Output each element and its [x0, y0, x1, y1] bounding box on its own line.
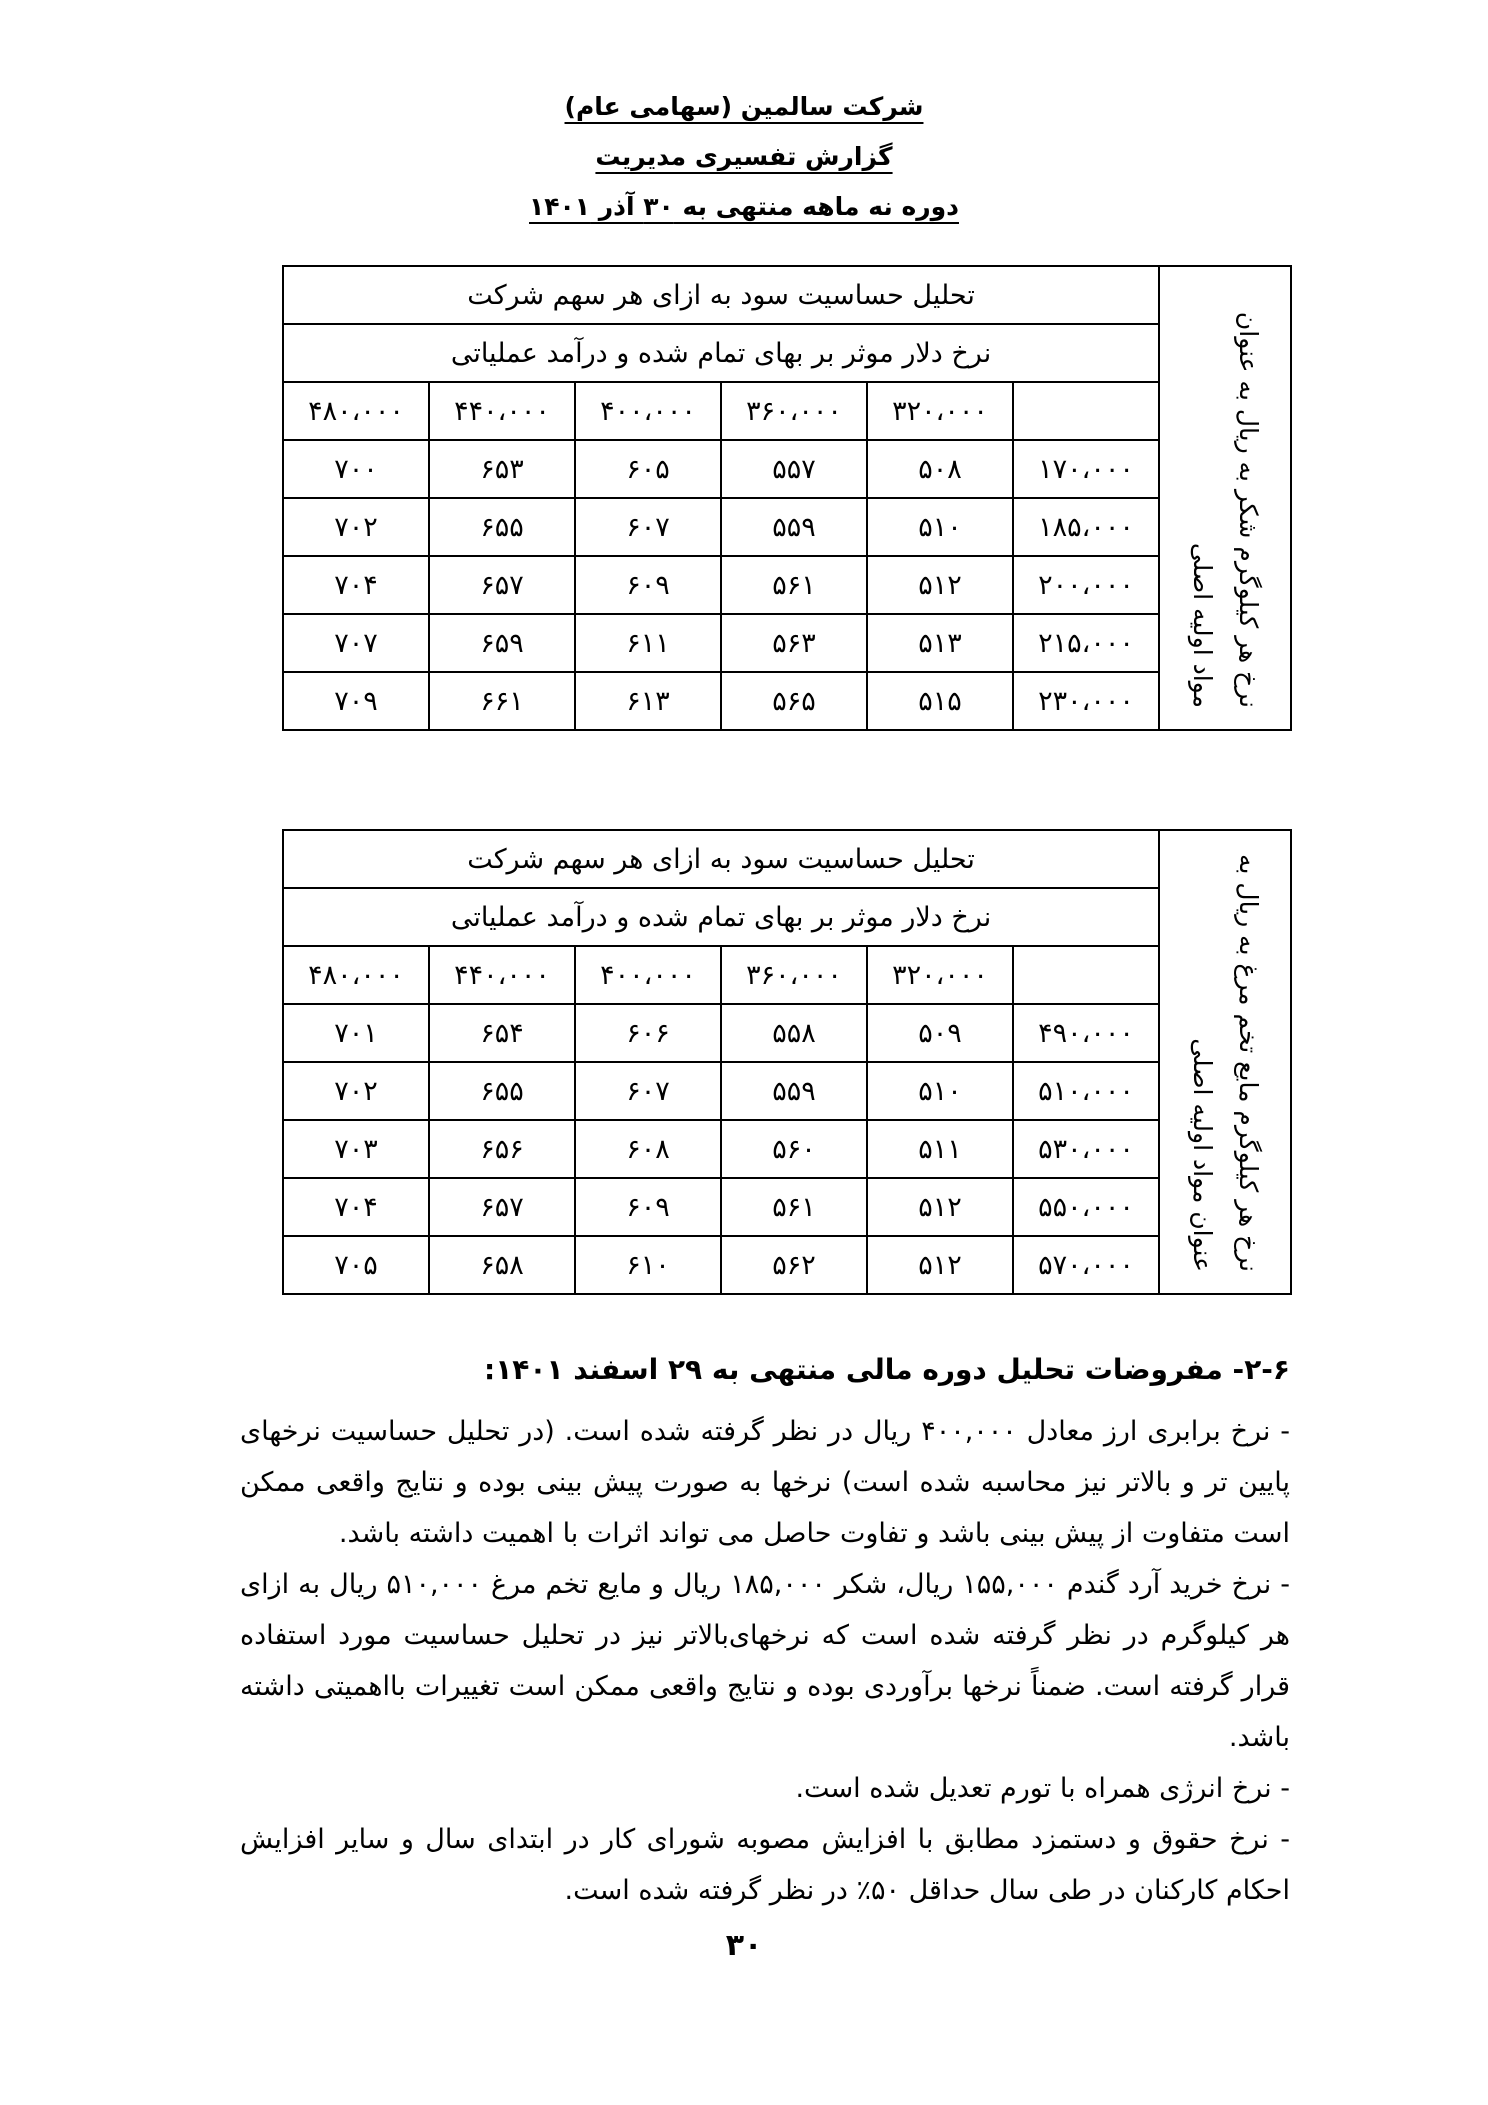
row-header: ۲۱۵،۰۰۰: [1013, 614, 1159, 672]
table-row: [283, 556, 1291, 614]
table-row: [283, 1236, 1291, 1294]
table-cell: ۵۱۲: [867, 1236, 1013, 1294]
table-cell: ۷۰۹: [283, 672, 429, 730]
row-header: ۵۱۰،۰۰۰: [1013, 1062, 1159, 1120]
table-cell: ۷۰۲: [283, 1062, 429, 1120]
row-axis-label: نرخ هر کیلوگرم مایع تخم مرغ به ریال به عنوان مواد اولیه اصلی: [1159, 830, 1291, 1294]
table-cell: ۶۵۶: [429, 1120, 575, 1178]
sensitivity-table-sugar: [282, 265, 1292, 731]
column-header: ۴۰۰،۰۰۰: [575, 946, 721, 1004]
table-cell: ۵۶۵: [721, 672, 867, 730]
period-title: دوره نه ماهه منتهی به ۳۰ آذر ۱۴۰۱: [529, 192, 959, 221]
page-number: ۳۰: [725, 1928, 763, 1963]
row-header: ۴۹۰،۰۰۰: [1013, 1004, 1159, 1062]
table-cell: ۵۱۲: [867, 1178, 1013, 1236]
table-cell: ۵۱۳: [867, 614, 1013, 672]
table-row: [283, 498, 1291, 556]
row-header: ۵۳۰،۰۰۰: [1013, 1120, 1159, 1178]
table-cell: ۷۰۲: [283, 498, 429, 556]
table-cell: ۷۰۷: [283, 614, 429, 672]
row-header: ۱۷۰،۰۰۰: [1013, 440, 1159, 498]
table-cell: ۵۶۱: [721, 1178, 867, 1236]
table-cell: ۵۵۹: [721, 1062, 867, 1120]
table-cell: ۵۵۷: [721, 440, 867, 498]
row-header: ۵۷۰،۰۰۰: [1013, 1236, 1159, 1294]
row-axis-label: نرخ هر کیلوگرم شکر به ریال به عنوان مواد اولیه اصلی: [1159, 266, 1291, 730]
table-cell: ۷۰۵: [283, 1236, 429, 1294]
table-title: تحلیل حساسیت سود به ازای هر سهم شرکت: [283, 266, 1159, 324]
table-row: [283, 1062, 1291, 1120]
table-title: تحلیل حساسیت سود به ازای هر سهم شرکت: [283, 830, 1159, 888]
table-cell: ۵۱۱: [867, 1120, 1013, 1178]
section-heading: ۲-۶- مفروضات تحلیل دوره مالی منتهی به ۲۹ اسفند ۱۴۰۱:: [484, 1353, 1290, 1386]
column-header: ۴۸۰،۰۰۰: [283, 946, 429, 1004]
row-header: ۲۰۰،۰۰۰: [1013, 556, 1159, 614]
paragraph: - نرخ خرید آرد گندم ۱۵۵,۰۰۰ ریال، شکر ۱۸۵,۰۰۰ ریال و مایع تخم مرغ ۵۱۰,۰۰۰ ریال به ازای هر کیلوگرم در نظر گرفته شده است که نرخهای‌بالاتر نیز در تحلیل حساسیت مورد استفاده قرار گرفته است. ضمناً نرخها برآوردی بوده و نتایج واقعی ممکن است تغییرات بااهمیتی داشته باشد.: [240, 1569, 1291, 1753]
table-cell: ۵۶۰: [721, 1120, 867, 1178]
table-row: [283, 1004, 1291, 1062]
table-cell: ۵۰۸: [867, 440, 1013, 498]
table-cell: ۶۰۷: [575, 1062, 721, 1120]
table-cell: ۶۰۶: [575, 1004, 721, 1062]
column-header: ۴۸۰،۰۰۰: [283, 382, 429, 440]
table-cell: ۵۵۸: [721, 1004, 867, 1062]
table-cell: ۶۵۵: [429, 1062, 575, 1120]
table-cell: ۶۵۴: [429, 1004, 575, 1062]
table-cell: ۶۵۳: [429, 440, 575, 498]
row-header: ۵۵۰،۰۰۰: [1013, 1178, 1159, 1236]
table-cell: ۶۱۱: [575, 614, 721, 672]
table-row: [283, 1120, 1291, 1178]
column-header: ۴۴۰،۰۰۰: [429, 946, 575, 1004]
row-header: ۲۳۰،۰۰۰: [1013, 672, 1159, 730]
column-header: ۳۲۰،۰۰۰: [867, 382, 1013, 440]
report-title: گزارش تفسیری مدیریت: [595, 142, 893, 171]
sensitivity-table-egg: [282, 829, 1292, 1295]
column-header: ۳۶۰،۰۰۰: [721, 382, 867, 440]
table-cell: ۵۶۳: [721, 614, 867, 672]
column-header: ۳۶۰،۰۰۰: [721, 946, 867, 1004]
table-cell: ۷۰۰: [283, 440, 429, 498]
corner-cell: [1013, 382, 1159, 440]
table-cell: ۶۶۱: [429, 672, 575, 730]
table-cell: ۵۰۹: [867, 1004, 1013, 1062]
table-cell: ۶۵۹: [429, 614, 575, 672]
table-cell: ۶۵۷: [429, 556, 575, 614]
table-cell: ۵۱۰: [867, 1062, 1013, 1120]
table-cell: ۵۶۲: [721, 1236, 867, 1294]
column-header: ۴۰۰،۰۰۰: [575, 382, 721, 440]
corner-cell: [1013, 946, 1159, 1004]
table-cell: ۷۰۱: [283, 1004, 429, 1062]
table-subtitle: نرخ دلار موثر بر بهای تمام شده و درآمد عملیاتی: [283, 888, 1159, 946]
table-cell: ۷۰۴: [283, 1178, 429, 1236]
table-cell: ۷۰۴: [283, 556, 429, 614]
table-cell: ۵۱۰: [867, 498, 1013, 556]
table-cell: ۶۱۰: [575, 1236, 721, 1294]
column-header: ۳۲۰،۰۰۰: [867, 946, 1013, 1004]
table-row: [283, 614, 1291, 672]
table-cell: ۶۵۸: [429, 1236, 575, 1294]
table-cell: ۵۱۲: [867, 556, 1013, 614]
table-cell: ۶۰۵: [575, 440, 721, 498]
table-cell: ۵۱۵: [867, 672, 1013, 730]
company-title: شرکت سالمین (سهامی عام): [564, 92, 924, 121]
row-header: ۱۸۵،۰۰۰: [1013, 498, 1159, 556]
table-row: [283, 440, 1291, 498]
assumptions-section: [240, 1340, 1290, 1916]
table-cell: ۶۵۵: [429, 498, 575, 556]
table-cell: ۶۰۷: [575, 498, 721, 556]
paragraph: - نرخ برابری ارز معادل ۴۰۰,۰۰۰ ریال در نظر گرفته شده است. (در تحلیل حساسیت نرخهای پایین تر و بالاتر نیز محاسبه شده است) نرخها به صورت پیش بینی بوده و نتایج واقعی ممکن است متفاوت از پیش بینی باشد و تفاوت حاصل می تواند اثرات با اهمیت داشته باشد.: [240, 1416, 1290, 1549]
paragraph: - نرخ حقوق و دستمزد مطابق با افزایش مصوبه شورای کار در ابتدای سال و سایر افزایش احکام کارکنان در طی سال حداقل ۵۰٪ در نظر گرفته شده است.: [240, 1824, 1290, 1906]
table-cell: ۵۵۹: [721, 498, 867, 556]
table-cell: ۶۵۷: [429, 1178, 575, 1236]
table-row: [283, 672, 1291, 730]
table-cell: ۵۶۱: [721, 556, 867, 614]
paragraph: - نرخ انرژی همراه با تورم تعدیل شده است.: [795, 1773, 1290, 1804]
table-cell: ۶۰۸: [575, 1120, 721, 1178]
table-cell: ۶۰۹: [575, 1178, 721, 1236]
table-cell: ۶۰۹: [575, 556, 721, 614]
column-header: ۴۴۰،۰۰۰: [429, 382, 575, 440]
table-row: [283, 1178, 1291, 1236]
table-cell: ۷۰۳: [283, 1120, 429, 1178]
table-cell: ۶۱۳: [575, 672, 721, 730]
table-subtitle: نرخ دلار موثر بر بهای تمام شده و درآمد عملیاتی: [283, 324, 1159, 382]
